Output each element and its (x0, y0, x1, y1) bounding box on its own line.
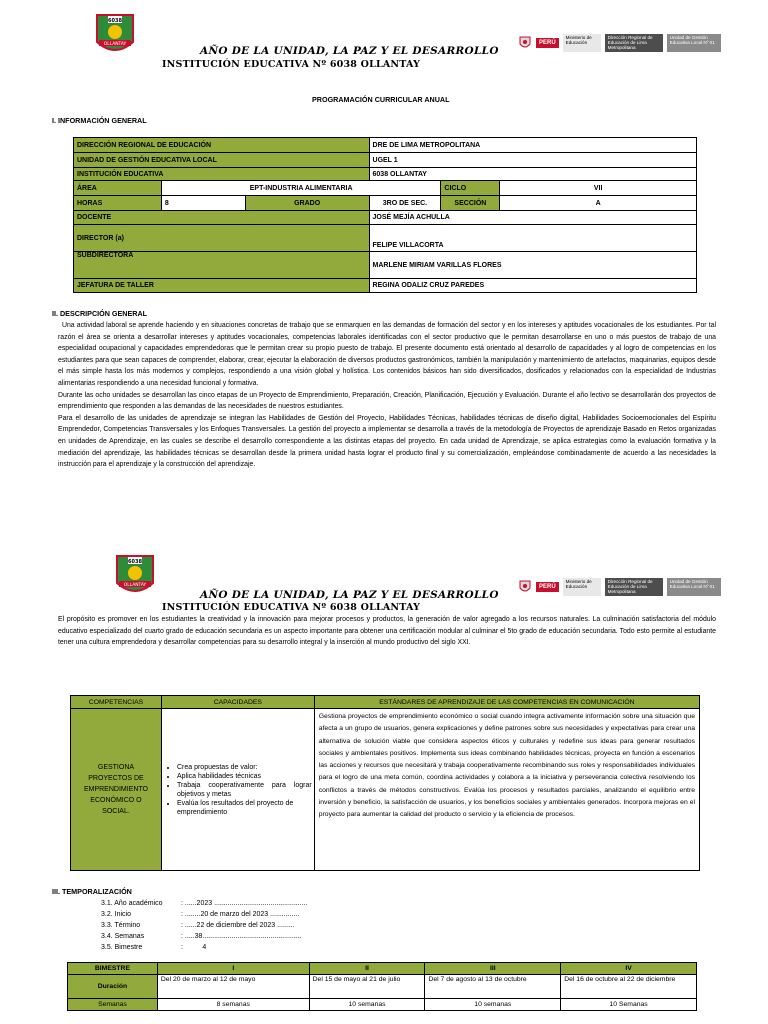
duracion-cell: Del 16 de octubre al 22 de diciembre (561, 975, 697, 999)
area-value: EPT-INDUSTRIA ALIMENTARIA (161, 181, 441, 196)
docente-value: JOSÉ MEJÍA ACHULLA (369, 211, 696, 225)
duracion-cell: Del 20 de marzo al 12 de mayo (157, 975, 309, 999)
horas-label: HORAS (74, 196, 162, 211)
director-value: FELIPE VILLACORTA (369, 225, 696, 252)
ie-value: 6038 OLLANTAY (369, 168, 696, 181)
temp-label: 3.5. Bimestre (101, 944, 143, 951)
capacidad-item: • Trabaja cooperativamente para lograr objetivos y metas (177, 781, 312, 799)
section1-title: I. INFORMACIÓN GENERAL (52, 116, 147, 125)
seccion-value: A (500, 196, 697, 211)
temp-value: : ......22 de diciembre del 2023 ......... (181, 922, 295, 929)
capacidades-cell (161, 709, 314, 871)
subdirectora-value: MARLENE MIRIAM VARILLAS FLORES (369, 252, 696, 279)
semanas-label: Semanas (68, 999, 158, 1011)
dre-value: DRE DE LIMA METROPOLITANA (369, 138, 696, 153)
school-logo-2 (114, 553, 156, 604)
info-table (73, 137, 697, 293)
header-competencias: COMPETENCIAS (71, 696, 162, 709)
svg-text:OLLANTAY: OLLANTAY (123, 583, 147, 588)
ciclo-value: VII (500, 181, 697, 196)
capacidad-item: • Evalúa los resultados del proyecto de emprendimiento (177, 799, 312, 817)
horas-value: 8 (161, 196, 245, 211)
temp-label: 3.1. Año académico (101, 900, 163, 907)
institution-name: INSTITUCIÓN EDUCATIVA Nº 6038 OLLANTAY (162, 59, 421, 70)
year-motto-2: AÑO DE LA UNIDAD, LA PAZ Y EL DESARROLLO (200, 589, 499, 601)
description-p1: Una actividad laboral se aprende haciendo y en situaciones concretas de trabajo que se enmarquen en las demandas de formación del sector y en los intereses y aptitudes vocacionales de los estudiantes. Por tal razón el área se orienta a desarrollar intereses y aptitudes vocacionales, competencias laborales identificadas con el sector productivo que le permitan desarrollarse en uno o más puestos de trabajo de una especialidad ocupacional y capacidades emprendedoras que le permitan crear su propio puesto de trabajo. El presente documento está orientado al desarrollo de capacidades y al logro de competencias en los estudiantes para que sean capaces de comprender, elaborar, crear, ejecutar la elaboración de diversos productos gastronómicos, también la manipulación y mantenimiento de artefactos, maquinarias, equipos desde el más simple hasta los más modernos y complejos, respondiendo a una visión global y holística. Los contenidos básicos han sido diversificados, dosificados y relacionados con la especialidad de Industrias alimentarias respondiendo a una necesidad funcional y formativa. (58, 322, 716, 387)
minedu-logo-2 (518, 578, 721, 596)
institution-name-2: INSTITUCIÓN EDUCATIVA Nº 6038 OLLANTAY (162, 602, 421, 613)
header-estandares: ESTÁNDARES DE APRENDIZAJE DE LAS COMPETENCIAS EN COMUNICACIÓN (314, 696, 699, 709)
dre-label: DIRECCIÓN REGIONAL DE EDUCACIÓN (74, 138, 370, 153)
year-motto: AÑO DE LA UNIDAD, LA PAZ Y EL DESARROLLO (200, 45, 499, 57)
ugel-value: UGEL 1 (369, 153, 696, 168)
estandar-text: Gestiona proyectos de emprendimiento económico o social cuando integra activamente información sobre una situación que afecta a un grupo de usuarios, genera explicaciones y define patrones sobre sus necesidades y expectativas para crear una alternativa de solución viable que considera aspectos éticos y culturales y redefine sus ideas para generar resultados sociales y ambientales positivos. Implementa sus ideas combinando habilidades técnicas, proyecta en función a escenarios las acciones y recursos que necesitará y trabaja cooperativamente recombinando sus roles y responsabilidades individuales para el logro de una meta común, coordina actividades y colabora a la iniciativa y perseverancia colectiva resolviendo los conflictos a través de métodos constructivos. Evalúa los procesos y resultados parciales, analizando el equilibrio entre inversión y beneficio, la satisfacción de usuarios, y los beneficios sociales y ambientales generados. Incorpora mejoras en el proyecto para aumentar la calidad del producto o servicio y la eficiencia de procesos. (318, 713, 695, 819)
capacidad-item: • Crea propuestas de valor: (177, 763, 312, 772)
temporalizacion-list (101, 898, 307, 953)
capacidades-list (164, 763, 312, 817)
competencias-table (70, 695, 700, 871)
duracion-label: Duración (68, 975, 158, 999)
temp-value: : 4 (181, 944, 207, 951)
description-block (58, 320, 716, 471)
svg-text:6038: 6038 (108, 18, 122, 24)
bimestre-header: III (425, 963, 561, 975)
temp-value: : ........20 de marzo del 2023 ............... (181, 911, 300, 918)
peru-label: PERÚ (536, 38, 559, 48)
taller-label: JEFATURA DE TALLER (74, 279, 370, 293)
section2-title: II. DESCRIPCIÓN GENERAL (52, 309, 148, 318)
direccion-label: Dirección Regional de Educación de Lima Metropolitana (605, 34, 663, 52)
ie-label: INSTITUCIÓN EDUCATIVA (74, 168, 370, 181)
docente-label: DOCENTE (74, 211, 370, 225)
temp-label: 3.4. Semanas (101, 933, 145, 940)
competencia-cell: GESTIONA PROYECTOS DE EMPRENDIMIENTO ECONÓMICO O SOCIAL. (71, 709, 162, 871)
unidad-label: Unidad de Gestión Educativa Local Nº 01 (667, 578, 721, 596)
duracion-cell: Del 15 de mayo al 21 de julio (309, 975, 425, 999)
duracion-cell: Del 7 de agosto al 13 de octubre (425, 975, 561, 999)
grado-label: GRADO (245, 196, 369, 211)
temp-value: : .....38................................................... (181, 933, 302, 940)
description-p2: Durante las ocho unidades se desarrollan las cinco etapas de un Proyecto de Emprendimiento, Preparación, Creación, Planificación, Ejecución y Evaluación. Durante el año lectivo se desarrollarán dos proyectos de emprendimiento que responden a las demandas de las necesidades de nuestros estudiantes. (58, 391, 716, 411)
bimestre-header: I (157, 963, 309, 975)
subdirectora-label: SUBDIRECTORA (74, 252, 370, 279)
bimestres-table (67, 962, 697, 1011)
ministry-label: Ministerio de Educación (563, 578, 601, 596)
doc-title: PROGRAMACIÓN CURRICULAR ANUAL (312, 95, 450, 104)
ciclo-label: CICLO (441, 181, 500, 196)
estandar-cell (314, 709, 699, 871)
ugel-label: UNIDAD DE GESTIÓN EDUCATIVA LOCAL (74, 153, 370, 168)
direccion-label: Dirección Regional de Educación de Lima Metropolitana (605, 578, 663, 596)
semanas-cell: 10 Semanas (561, 999, 697, 1011)
temp-label: 3.3. Término (101, 922, 141, 929)
taller-value: REGINA ODALIZ CRUZ PAREDES (369, 279, 696, 293)
seccion-label: SECCIÓN (441, 196, 500, 211)
bimestre-header: IV (561, 963, 697, 975)
grado-value: 3RO DE SEC. (369, 196, 441, 211)
description-p3: Para el desarrollo de las unidades de aprendizaje se integran las Habilidades de Gestión del Proyecto, Habilidades Técnicas, habilidades técnicas de diseño digital, Habilidades Socioemocionales del Espíritu Emprendedor, Competencias Transversales y los Enfoques Transversales. La gestión del proyecto a implementar se desarrolla a través de la metodología de Proyectos de aprendizaje Basado en Retos organizadas en unidades de Aprendizaje, en las cuales se describe el desarrollo correspondiente a las distintas etapas del proyecto. En cada unidad de Aprendizaje, se aplica estrategias como la evaluación formativa y la mediación del aprendizaje, las habilidades técnicas se desarrollan desde la primera unidad hasta lograr el producto final y su comercialización, empleándose combinadamente de acuerdo a las necesidades la instrucción para el aprendizaje y la construcción del aprendizaje. (58, 414, 716, 469)
capacidad-item: • Aplica habilidades técnicas (177, 772, 312, 781)
bimestre-label: BIMESTRE (68, 963, 158, 975)
peru-shield-icon (518, 580, 532, 594)
svg-text:6038: 6038 (128, 559, 142, 565)
semanas-cell: 10 semanas (309, 999, 425, 1011)
minedu-logo (518, 34, 721, 52)
bimestre-header: II (309, 963, 425, 975)
ministry-label: Ministerio de Educación (563, 34, 601, 52)
semanas-cell: 8 semanas (157, 999, 309, 1011)
peru-label: PERÚ (536, 582, 559, 592)
section3-title: III. TEMPORALIZACIÓN (52, 887, 132, 896)
header-capacidades: CAPACIDADES (161, 696, 314, 709)
area-label: ÁREA (74, 181, 162, 196)
unidad-label: Unidad de Gestión Educativa Local Nº 01 (667, 34, 721, 52)
temp-value: : ......2023 ................................................ (181, 900, 308, 907)
semanas-cell: 10 semanas (425, 999, 561, 1011)
director-label: DIRECTOR (a) (74, 225, 370, 252)
svg-text:OLLANTAY: OLLANTAY (103, 42, 127, 47)
temp-label: 3.2. Inicio (101, 911, 131, 918)
description-p4: El propósito es promover en los estudiantes la creatividad y la innovación para mejorar procesos y productos, la generación de valor agregado a los recursos naturales. La culminación satisfactoria del módulo educativo especializado del cuarto grado de educación secundaria es un aspecto importante para obtener una certificación modular al culminar el 5to grado de educación secundaria. Todo esto permite al estudiante tener una cultura emprendedora y desarrollar competencias para su desarrollo integral y la inserción al mundo productivo del siglo XXI. (58, 616, 716, 647)
school-logo (94, 12, 136, 63)
peru-shield-icon (518, 36, 532, 50)
